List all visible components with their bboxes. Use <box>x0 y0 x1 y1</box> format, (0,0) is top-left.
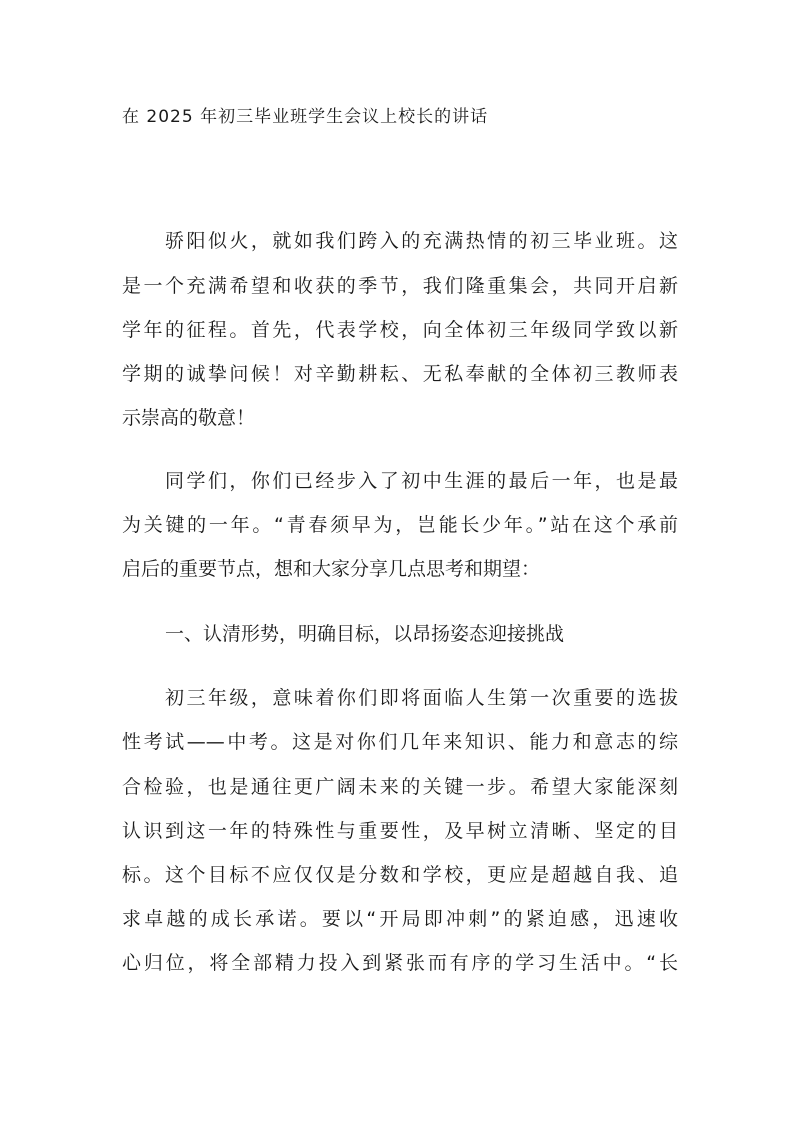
text-line: 初三年级，意味着你们即将面临人生第一次重要的选拔 <box>165 687 678 709</box>
text-line: 心归位，将全部精力投入到紧张而有序的学习生活中。“长 <box>122 952 678 974</box>
text-line: 学年的征程。首先，代表学校，向全体初三年级同学致以新 <box>122 319 678 341</box>
text-line: 示崇高的敬意！ <box>122 407 256 429</box>
text-line: 启后的重要节点，想和大家分享几点思考和期望： <box>122 558 541 580</box>
document-title: 在 2025 年初三毕业班学生会议上校长的讲话 <box>122 107 489 127</box>
heading-line: 一、认清形势，明确目标，以昂扬姿态迎接挑战 <box>165 623 565 645</box>
text-line: 学期的诚挚问候！对辛勤耕耘、无私奉献的全体初三教师表 <box>122 363 678 385</box>
text-line: 认识到这一年的特殊性与重要性，及早树立清晰、坚定的目 <box>122 820 678 842</box>
text-line: 是一个充满希望和收获的季节，我们隆重集会，共同开启新 <box>122 275 678 297</box>
text-line: 合检验，也是通往更广阔未来的关键一步。希望大家能深刻 <box>122 776 678 798</box>
text-line: 为关键的一年。“青春须早为，岂能长少年。”站在这个承前 <box>122 514 678 536</box>
text-line: 标。这个目标不应仅仅是分数和学校，更应是超越自我、追 <box>122 864 678 886</box>
text-line: 性考试——中考。这是对你们几年来知识、能力和意志的综 <box>122 731 678 753</box>
text-line: 骄阳似火，就如我们跨入的充满热情的初三毕业班。这 <box>165 230 678 252</box>
text-line: 求卓越的成长承诺。要以“开局即冲刺”的紧迫感，迅速收 <box>122 908 678 930</box>
text-line: 同学们，你们已经步入了初中生涯的最后一年，也是最 <box>165 470 678 492</box>
